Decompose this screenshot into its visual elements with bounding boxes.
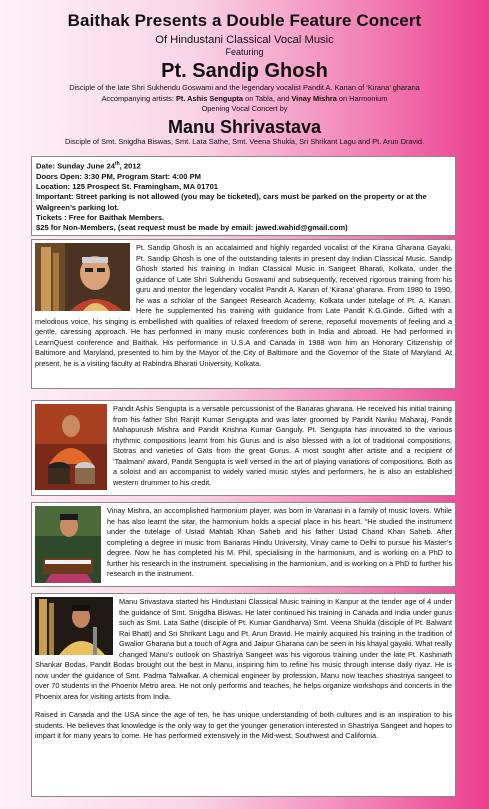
flyer-header — [0, 0, 489, 147]
event-location: Location: 125 Prospect St. Framingham, MA 01701 — [36, 182, 219, 192]
bio-panel-manu — [31, 593, 456, 797]
photo-manu-shrivastava — [35, 597, 113, 655]
second-artist-name: Manu Shrivastava — [167, 116, 322, 137]
concert-title: Baithak Presents a Double Feature Concert — [67, 11, 422, 30]
concert-subtitle: Of Hindustani Classical Vocal Music — [155, 34, 334, 46]
event-doors: Doors Open: 3:30 PM, Program Start: 4:00 PM — [36, 171, 201, 181]
vocalist-portrait-icon — [35, 597, 113, 655]
photo-sandip-ghosh — [35, 243, 130, 311]
event-info-box — [31, 156, 456, 236]
main-artist-name: Pt. Sandip Ghosh — [161, 60, 328, 82]
singer-portrait-icon — [35, 243, 130, 311]
photo-ashis-sengupta — [35, 404, 107, 490]
harmonium-artist: Vinay Mishra — [291, 93, 337, 103]
event-date: Date: Sunday June 24th, 2012 — [36, 161, 141, 171]
tickets-info: Tickets : Free for Baithak Members. — [36, 213, 165, 223]
tabla-player-icon — [35, 404, 107, 490]
bio-vinay-text: Vinay Mishra, an accomplished harmonium player, was born in Varanasi in a family of music lovers. While he has also learnt the sitar, the harmonium holds a special place in his heart. “He studied the instrument under the tutelage of Ustad Mahtab Khan Saheb and his father Ustad Chand Khan Saheb. After completing a degree in music from Banaras Hindu University, Vinay came to Delhi to pursue his Master’s degree. Now he has completed his M. Phil, specialising in the harmonium, and is working on a PhD to further his research in the instrument. specialising in the harmonium, and is working on a PhD to further his research in the instrument. — [107, 506, 452, 578]
photo-vinay-mishra — [35, 506, 101, 583]
bio-panel-vinay — [31, 502, 456, 587]
tabla-artist: Pt. Ashis Sengupta — [175, 93, 244, 103]
bio-sandip-text: Pt. Sandip Ghosh is an accalaimed and highly regarded vocalist of the Kirana Gharana Gayaki, Pt. Sandip Ghosh is one of the outstanding talents in present day Indian Classical Music. Sandip Ghosh started his training in Indian Classical Music in Sangeet Bharati, Kolkata, under the guidance of Late Shri Sukhendu Goswami and subsequently, received rigorous training from his guru and mentor the legendary vocalist Pandit A. Kanan of ‘Kirana’ gharana. From 1980 to 1990, he was a scholar of the Sangeet Research Academy, Kolkata under tutelage of Pt. A. Kanan. Here he supplemented his training with guidance from Late Pandit K.G.Ginde. Gifted with a melodious voice, his singing is embellished with qualities of relaxed freedom of serene, reposeful movements of feeling and a gentle, caressing approach. He has performed in many music conferences both in India and abroad. He had performed in LearnQuest conference and Baithak. His performance in U.S.A and Canada in 1988 won him an Honorary Citizenship of Baltimore and Maryland, presented to him by the Mayor of the City of Baltimore and the Governor of the State of Maryland. At present, he is a visiting faculty at Rabindra Bharati University, Kolkata. — [35, 243, 452, 368]
bio-panel-sandip — [31, 239, 456, 389]
bio-manu-text: Manu Srivastava started his Hindustani Classical Music training in Kanpur at the tender age of 4 under the guidance of Smt. Snigdha Biswas. He later continued his training in Canada and India under gurus such as Smt. Lata Sathe (disciple of Pt. Kumar Gandharva) Smt. Veena Shukla (disciple of Pt. Balwant Rai Bhatt) and Sri Shrikant Lagu and Pt. Arun Dravid. He mainly acquired his training in the tradition of Gwalior Gharana but a touch of Agra and Jaipur Gharana can be seen in his khayal gayaki. What really changed Manu’s outlook on Shastriya Sangeet was his vigorous training under the late Pt. Kashinath Shankar Bodas. Pandit Bodas brought out the best in Manu, inspiring him to refine his music through intense daily riyaz. He is now under the guidance of Smt. Padma Talwalkar. A chemical engineer by profession, Manu now teaches shastriya sangeet to over 70 students in the Phoenix Metro area. He not only performs and teaches, he helps organize workshops and concerts in the Phoenix area for visiting artists from India. — [35, 597, 452, 701]
nonmember-price: $25 for Non-Members, (seat request must be made by email: jawed.wahid@gmail.com) — [36, 223, 348, 233]
opening-label: Opening Vocal Concert by — [201, 104, 288, 113]
accompanying-artists: Accompanying artists: Pt. Ashis Sengupta on Tabla, and Vinay Mishra on Harmonium — [101, 93, 388, 103]
bio-panel-ashis — [31, 400, 456, 496]
bio-ashis-text: Pandit Ashis Sengupta is a versatile percussionist of the Banaras gharana. He received his initial training from his father Shri Ranjit Kumar Sengupta and was later groomed by Pandit Nanku Maharaj, Pandit Mahapurush Mishra and Pandit Krishna Kumar Ganguly. Pt. Sengupta has innovated to the various rhythmic compositions learnt from his Gurus and is also blessed with a lot of traditional compositions, Stotras and varieties of Gats from the great Gurus. A most sought after artiste and a recipient of ‘Taalmani’ award, Pandit Sengupta is well versed in the art of playing variations of compositions. Both as a soloist and an accompanist to widely varied music styles and performers, he is also an established western drummer to his credit. — [113, 404, 452, 487]
second-artist-lineage: Disciple of Smt. Snigdha Biswas, Smt. Lata Sathe, Smt. Veena Shukla, Sri Shrikant Lagu and Pt. Arun Dravid. — [64, 136, 425, 146]
main-artist-lineage: Disciple of the late Shri Sukhendu Goswami and the legendary vocalist Pandit A. Kanan of ‘Kirana’ gharana — [69, 83, 420, 92]
featuring-label: Featuring — [225, 47, 264, 57]
parking-notice: Important: Street parking is not allowed (you may be ticketed), cars must be parked on the property or at the Walgreen’s parking lot. — [36, 192, 427, 212]
harmonium-player-icon — [35, 506, 101, 583]
bio-manu-text-2: Raised in Canada and the USA since the age of ten, he has unique understanding of both cultures and is an inspiration to his students. He believes that knowledge is the only way to get the younger generation interested in Shastriya Sangeet and hopes to impart it for many years to come. He has performed extensively in the Mid-west, Southwest and California. — [35, 710, 452, 740]
